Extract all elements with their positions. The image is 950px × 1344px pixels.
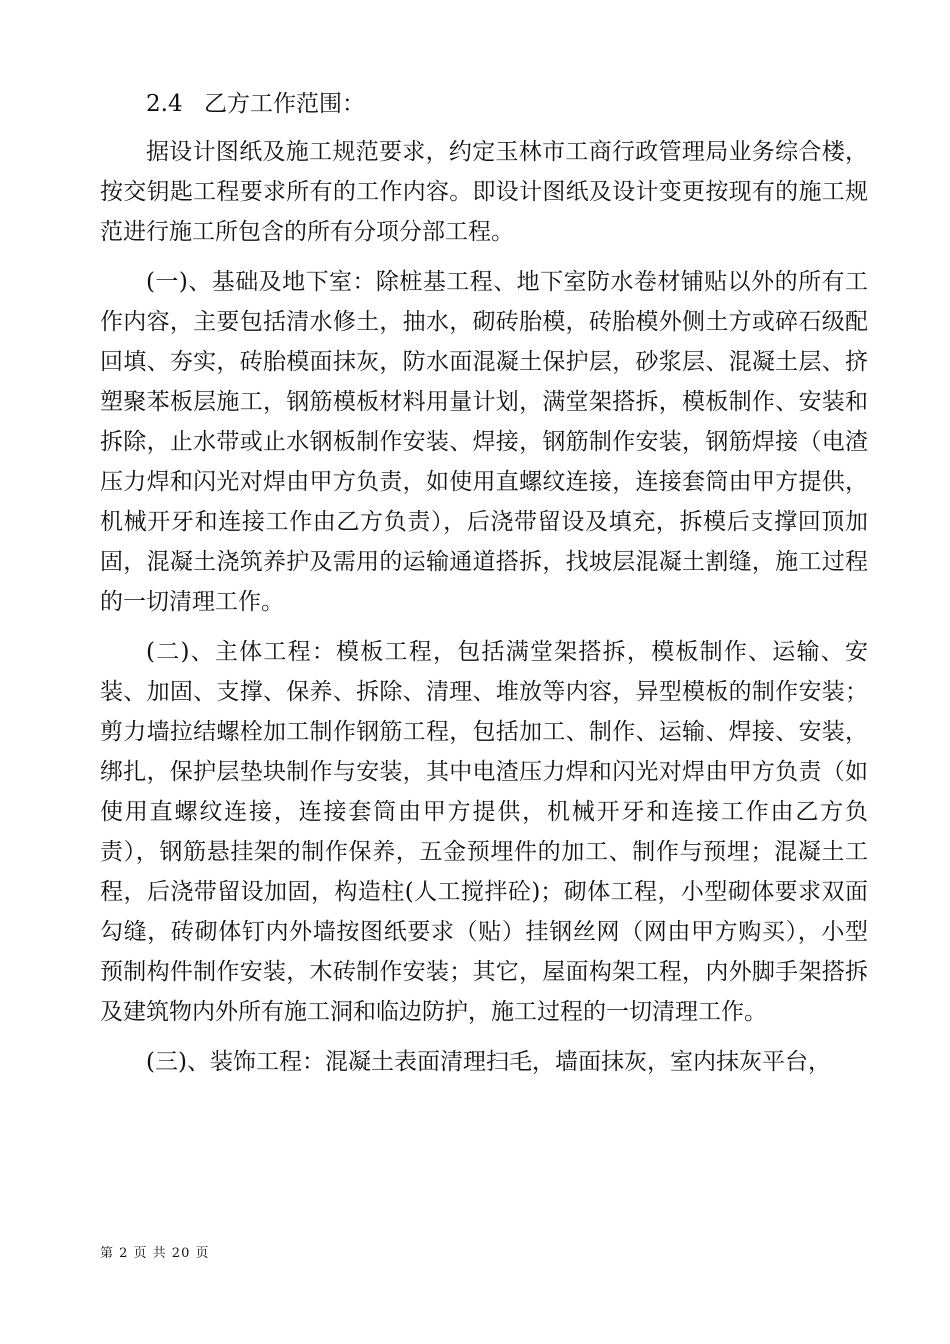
section-number: 2.4 (146, 91, 183, 117)
paragraph-decoration-works: (三)、装饰工程：混凝土表面清理扫毛，墙面抹灰，室内抹灰平台， (146, 1049, 831, 1075)
paragraph-scope-intro: 据设计图纸及施工规范要求，约定玉林市工商行政管理局业务综合楼，按交钥匙工程要求所有的工作内容。即设计图纸及设计变更按现有的施工规范进行施工所包含的所有分项分部工程。 (100, 139, 868, 245)
paragraph-foundation-basement: (一)、基础及地下室：除桩基工程、地下室防水卷材铺贴以外的所有工作内容，主要包括清水修土，抽水，砌砖胎模，砖胎模外侧土方或碎石级配回填、夯实，砖胎模面抹灰，防水面混凝土保护层，砂浆层、混凝土层、挤塑聚苯板层施工，钢筋模板材料用量计划，满堂架搭拆，模板制作、安装和拆除，止水带或止水钢板制作安装、焊接，钢筋制作安装，钢筋焊接（电渣压力焊和闪光对焊由甲方负责，如使用直螺纹连接，连接套筒由甲方提供，机械开牙和连接工作由乙方负责），后浇带留设及填充，拆模后支撑回顶加固，混凝土浇筑养护及需用的运输通道搭拆，找坡层混凝土割缝，施工过程的一切清理工作。 (100, 269, 868, 615)
section-heading (100, 86, 868, 122)
page-number-footer: 第 2 页 共 20 页 (100, 1246, 210, 1261)
section-title: 乙方工作范围： (204, 91, 365, 117)
paragraph-main-structure: (二)、主体工程：模板工程，包括满堂架搭拆，模板制作、运输、安装、加固、支撑、保养、拆除、清理、堆放等内容，异型模板的制作安装；剪力墙拉结螺栓加工制作钢筋工程，包括加工、制作、运输、焊接、安装，绑扎，保护层垫块制作与安装，其中电渣压力焊和闪光对焊由甲方负责（如使用直螺纹连接，连接套筒由甲方提供，机械开牙和连接工作由乙方负责），钢筋悬挂架的制作保养，五金预埋件的加工、制作与预埋；混凝土工程，后浇带留设加固，构造柱(人工搅拌砼)；砌体工程，小型砌体要求双面勾缝，砖砌体钉内外墙按图纸要求（贴）挂钢丝网（网由甲方购买），小型预制构件制作安装，木砖制作安装；其它，屋面构架工程，内外脚手架搭拆及建筑物内外所有施工洞和临边防护，施工过程的一切清理工作。 (100, 639, 868, 1025)
document-body (100, 86, 868, 1092)
